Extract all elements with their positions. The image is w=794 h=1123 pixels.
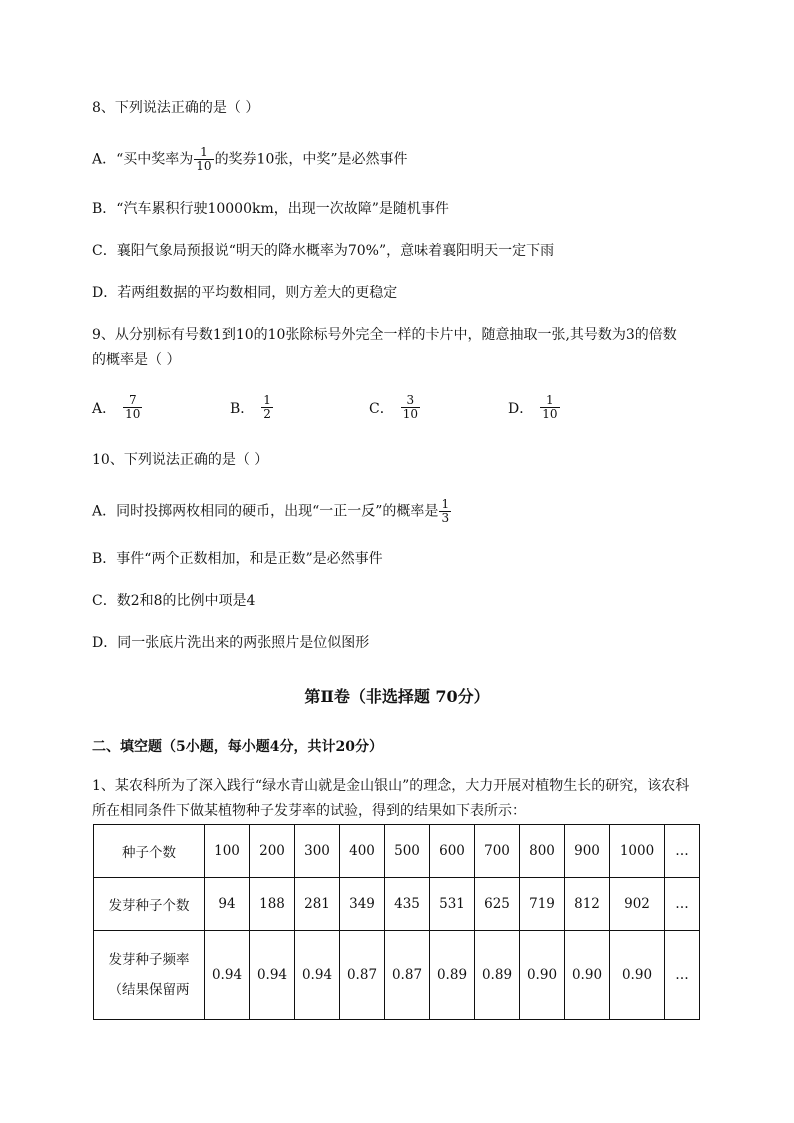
q8-option-a	[92, 146, 408, 173]
table-cell: 500	[385, 825, 430, 878]
table-cell: 400	[340, 825, 385, 878]
fraction-numerator: 3	[406, 393, 415, 407]
table-cell: 435	[385, 878, 430, 931]
problem1-line1: 1、某农科所为了深入践行“绿水青山就是金山银山”的理念，大力开展对植物生长的研究，该农科	[92, 778, 690, 794]
table-cell: 531	[430, 878, 475, 931]
option-fraction	[123, 394, 142, 421]
germination-table	[93, 824, 700, 1020]
table-cell: 625	[475, 878, 520, 931]
table-cell: …	[665, 825, 700, 878]
fraction-numerator: 1	[200, 145, 208, 159]
option-fraction	[261, 394, 273, 421]
q8-option-a-text-end: 的奖券10张，中奖”是必然事件	[214, 151, 408, 168]
table-cell: 900	[565, 825, 610, 878]
table-cell: 349	[340, 878, 385, 931]
fraction-denominator: 10	[402, 407, 418, 421]
table-cell: 188	[250, 878, 295, 931]
option-label: D．	[508, 400, 534, 417]
fraction-denominator: 10	[542, 407, 558, 421]
table-cell: …	[665, 931, 700, 1020]
q10-option-d: D．同一张底片洗出来的两张照片是位似图形	[92, 635, 370, 651]
table-cell: 1000	[610, 825, 665, 878]
option-fraction	[540, 394, 559, 421]
option-label: B．	[230, 400, 255, 417]
table-row	[94, 825, 700, 878]
option-label: C．	[369, 400, 394, 417]
table-cell: 812	[565, 878, 610, 931]
q9-stem-line2: 的概率是（ ）	[92, 352, 181, 368]
row-header: 发芽种子个数	[94, 878, 205, 931]
table-cell: …	[665, 878, 700, 931]
q10-option-a-fraction	[439, 498, 451, 525]
table-cell: 100	[205, 825, 250, 878]
q8-option-c: C．襄阳气象局预报说“明天的降水概率为70%”，意味着襄阳明天一定下雨	[92, 243, 555, 259]
fraction-numerator: 1	[263, 393, 271, 407]
q9-option-b	[230, 394, 274, 421]
option-label: A．	[92, 400, 117, 417]
q8-stem: 8、下列说法正确的是（ ）	[92, 100, 260, 116]
fraction-denominator: 10	[125, 407, 141, 421]
fraction-denominator: 3	[441, 511, 450, 525]
q10-option-c: C．数2和8的比例中项是4	[92, 593, 256, 609]
table-cell: 200	[250, 825, 295, 878]
fraction-numerator: 1	[546, 393, 554, 407]
q8-option-a-text: A．“买中奖率为	[92, 151, 194, 168]
table-cell: 902	[610, 878, 665, 931]
row-header: 种子个数	[94, 825, 205, 878]
table-cell: 281	[295, 878, 340, 931]
table-row	[94, 931, 700, 1020]
table-cell: 0.90	[610, 931, 665, 1020]
part2-title: 第Ⅱ卷（非选择题 70分）	[304, 687, 490, 706]
q9-option-d	[508, 394, 561, 421]
table-cell: 0.90	[520, 931, 565, 1020]
q8-option-d: D．若两组数据的平均数相同，则方差大的更稳定	[92, 285, 398, 301]
row-header-line1: 发芽种子频率	[108, 952, 190, 968]
table-cell: 0.89	[430, 931, 475, 1020]
row-header	[94, 931, 205, 1020]
row-header-line2: （结果保留两	[108, 982, 190, 998]
problem1-line2: 所在相同条件下做某植物种子发芽率的试验，得到的结果如下表所示：	[92, 803, 526, 819]
table-cell: 300	[295, 825, 340, 878]
table-row	[94, 878, 700, 931]
table-cell: 800	[520, 825, 565, 878]
option-fraction	[401, 394, 420, 421]
table-cell: 600	[430, 825, 475, 878]
fraction-denominator: 10	[196, 159, 212, 173]
fraction-numerator: 7	[128, 393, 137, 407]
table-cell: 0.89	[475, 931, 520, 1020]
q10-option-a	[92, 498, 452, 525]
q9-option-a	[92, 394, 143, 421]
q8-option-b: B．“汽车累积行驶10000km，出现一次故障”是随机事件	[92, 201, 449, 217]
q10-option-a-text: A．同时投掷两枚相同的硬币，出现“一正一反”的概率是	[92, 503, 439, 520]
fraction-denominator: 2	[263, 407, 271, 421]
table-cell: 700	[475, 825, 520, 878]
table-cell: 94	[205, 878, 250, 931]
table-cell: 0.87	[340, 931, 385, 1020]
section-title: 二、填空题（5小题，每小题4分，共计20分）	[92, 739, 383, 755]
q10-option-b: B．事件“两个正数相加，和是正数”是必然事件	[92, 551, 383, 567]
q9-option-c	[369, 394, 421, 421]
table-cell: 0.94	[205, 931, 250, 1020]
fraction-numerator: 1	[441, 497, 450, 511]
q9-stem-line1: 9、从分别标有号数1到10的10张除标号外完全一样的卡片中，随意抽取一张,其号数为3的倍数	[92, 327, 677, 343]
q8-option-a-fraction	[194, 146, 213, 173]
table-cell: 719	[520, 878, 565, 931]
table-cell: 0.87	[385, 931, 430, 1020]
table-cell: 0.94	[250, 931, 295, 1020]
table-cell: 0.90	[565, 931, 610, 1020]
table-cell: 0.94	[295, 931, 340, 1020]
q10-stem: 10、下列说法正确的是（ ）	[92, 452, 269, 468]
